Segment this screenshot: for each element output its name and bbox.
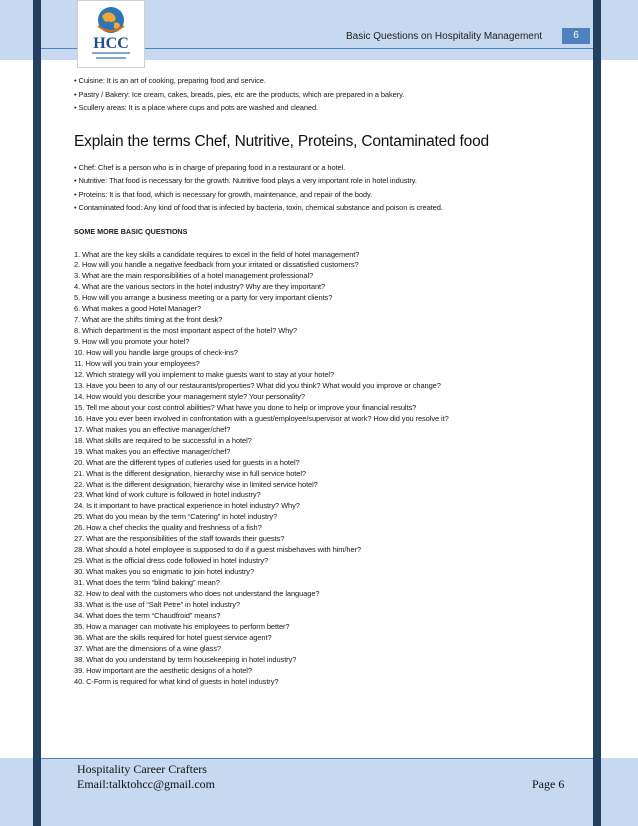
globe-logo-icon bbox=[78, 1, 144, 67]
question-item: 14. How would you describe your management style? Your personality? bbox=[74, 391, 305, 401]
footer-email: Email:talktohcc@gmail.com bbox=[77, 777, 216, 791]
left-margin-bar bbox=[33, 0, 41, 826]
question-item: 39. How important are the aesthetic designs of a hotel? bbox=[74, 665, 252, 675]
question-item: 30. What makes you so enigmatic to join hotel industry? bbox=[74, 567, 255, 577]
logo-text: HCC bbox=[93, 35, 129, 52]
question-item: 7. What are the shifts timing at the front desk? bbox=[74, 315, 223, 325]
question-item: 23. What kind of work culture is followed in hotel industry? bbox=[74, 490, 261, 500]
question-item: 26. How a chef checks the quality and freshness of a fish? bbox=[74, 523, 262, 533]
question-item: 35. How a manager can motivate his employees to perform better? bbox=[74, 621, 290, 631]
question-item: 29. What is the official dress code followed in hotel industry? bbox=[74, 556, 269, 566]
question-item: 6. What makes a good Hotel Manager? bbox=[74, 304, 201, 314]
question-item: 2. How will you handle a negative feedback from your irritated or dissatisfied customers? bbox=[74, 260, 359, 270]
question-item: 22. What is the different designation, hierarchy wise in limited service hotel? bbox=[74, 479, 318, 489]
subheading: SOME MORE BASIC QUESTIONS bbox=[74, 226, 188, 236]
section-heading: Explain the terms Chef, Nutritive, Proteins, Contaminated food bbox=[74, 132, 489, 150]
question-item: 32. How to deal with the customers who does not understand the language? bbox=[74, 589, 320, 599]
question-item: 11. How will you train your employees? bbox=[74, 359, 200, 369]
term-bullet-list bbox=[74, 161, 586, 215]
question-item: 36. What are the skills required for hotel guest service agent? bbox=[74, 632, 272, 642]
right-margin-bar bbox=[593, 0, 601, 826]
question-item: 13. Have you been to any of our restaurants/properties? What did you think? What would you improve or change? bbox=[74, 380, 441, 390]
hcc-logo bbox=[77, 0, 145, 68]
page-content bbox=[74, 74, 586, 688]
document-header-title: Basic Questions on Hospitality Management bbox=[346, 31, 543, 42]
question-item: 20. What are the different types of cutleries used for guests in a hotel? bbox=[74, 457, 300, 467]
question-item: 12. Which strategy will you implement to make guests want to stay at your hotel? bbox=[74, 369, 335, 379]
footer-rule bbox=[41, 758, 593, 759]
question-item: 21. What is the different designation, hierarchy wise in full service hotel? bbox=[74, 468, 306, 478]
list-item: • Contaminated food: Any kind of food that is infected by bacteria, toxin, chemical substance and poison is created. bbox=[74, 201, 586, 215]
question-item: 18. What skills are required to be successful in a hotel? bbox=[74, 435, 252, 445]
question-item: 17. What makes you an effective manager/chef? bbox=[74, 424, 231, 434]
list-item: • Proteins: It is that food, which is necessary for growth, maintenance, and repair of the body. bbox=[74, 188, 586, 202]
question-item: 3. What are the main responsibilities of a hotel management professional? bbox=[74, 271, 314, 281]
question-item: 25. What do you mean by the term “Catering” in hotel industry? bbox=[74, 512, 278, 522]
question-item: 15. Tell me about your cost control abilities? What have you done to help or improve your financial results? bbox=[74, 402, 417, 412]
question-item: 8. Which department is the most important aspect of the hotel? Why? bbox=[74, 326, 297, 336]
question-item: 40. C-Form is required for what kind of guests in hotel industry? bbox=[74, 676, 279, 686]
question-item: 37. What are the dimensions of a wine glass? bbox=[74, 643, 221, 653]
list-item: • Cuisine: It is an art of cooking, preparing food and service. bbox=[74, 74, 586, 88]
question-item: 33. What is the use of “Salt Petre” in hotel industry? bbox=[74, 600, 240, 609]
question-item: 28. What should a hotel employee is supposed to do if a guest misbehaves with him/her? bbox=[74, 545, 361, 555]
question-item: 10. How will you handle large groups of check-ins? bbox=[74, 348, 238, 358]
list-item: • Chef: Chef is a person who is in charge of preparing food in a restaurant or a hotel. bbox=[74, 161, 586, 175]
question-item: 1. What are the key skills a candidate requires to excel in the field of hotel management? bbox=[74, 249, 360, 259]
header-page-number: 6 bbox=[562, 28, 590, 44]
footer-organization: Hospitality Career Crafters bbox=[77, 762, 207, 776]
question-item: 4. What are the various sectors in the hotel industry? Why are they important? bbox=[74, 282, 326, 292]
question-item: 5. How will you arrange a business meeting or a party for very important clients? bbox=[74, 293, 333, 303]
question-item: 31. What does the term “blind baking” mean? bbox=[74, 578, 220, 588]
question-item: 16. Have you ever been involved in confrontation with a guest/employee/supervisor at work? How did you resolve it? bbox=[74, 413, 449, 423]
list-item: • Nutritive: That food is necessary for the growth. Nutritive food plays a very important role in hotel industry. bbox=[74, 174, 586, 188]
question-item: 9. How will you promote your hotel? bbox=[74, 337, 190, 347]
question-item: 34. What does the term “Chaudfroid” means? bbox=[74, 610, 221, 620]
intro-bullet-list bbox=[74, 74, 586, 115]
list-item: • Scullery areas: It is a place where cups and pots are washed and cleaned. bbox=[74, 101, 586, 115]
question-item: 19. What makes you an effective manager/chef? bbox=[74, 446, 231, 456]
question-item: 38. What do you understand by term housekeeping in hotel industry? bbox=[74, 654, 297, 664]
question-item: 27. What are the responsibilities of the staff towards their guests? bbox=[74, 534, 285, 544]
question-list bbox=[74, 250, 586, 688]
footer-page-number: Page 6 bbox=[532, 777, 565, 791]
list-item: • Pastry / Bakery: Ice cream, cakes, breads, pies, etc are the products, which are prepared in a bakery. bbox=[74, 88, 586, 102]
question-item: 24. Is it important to have practical experience in hotel industry? Why? bbox=[74, 501, 300, 511]
